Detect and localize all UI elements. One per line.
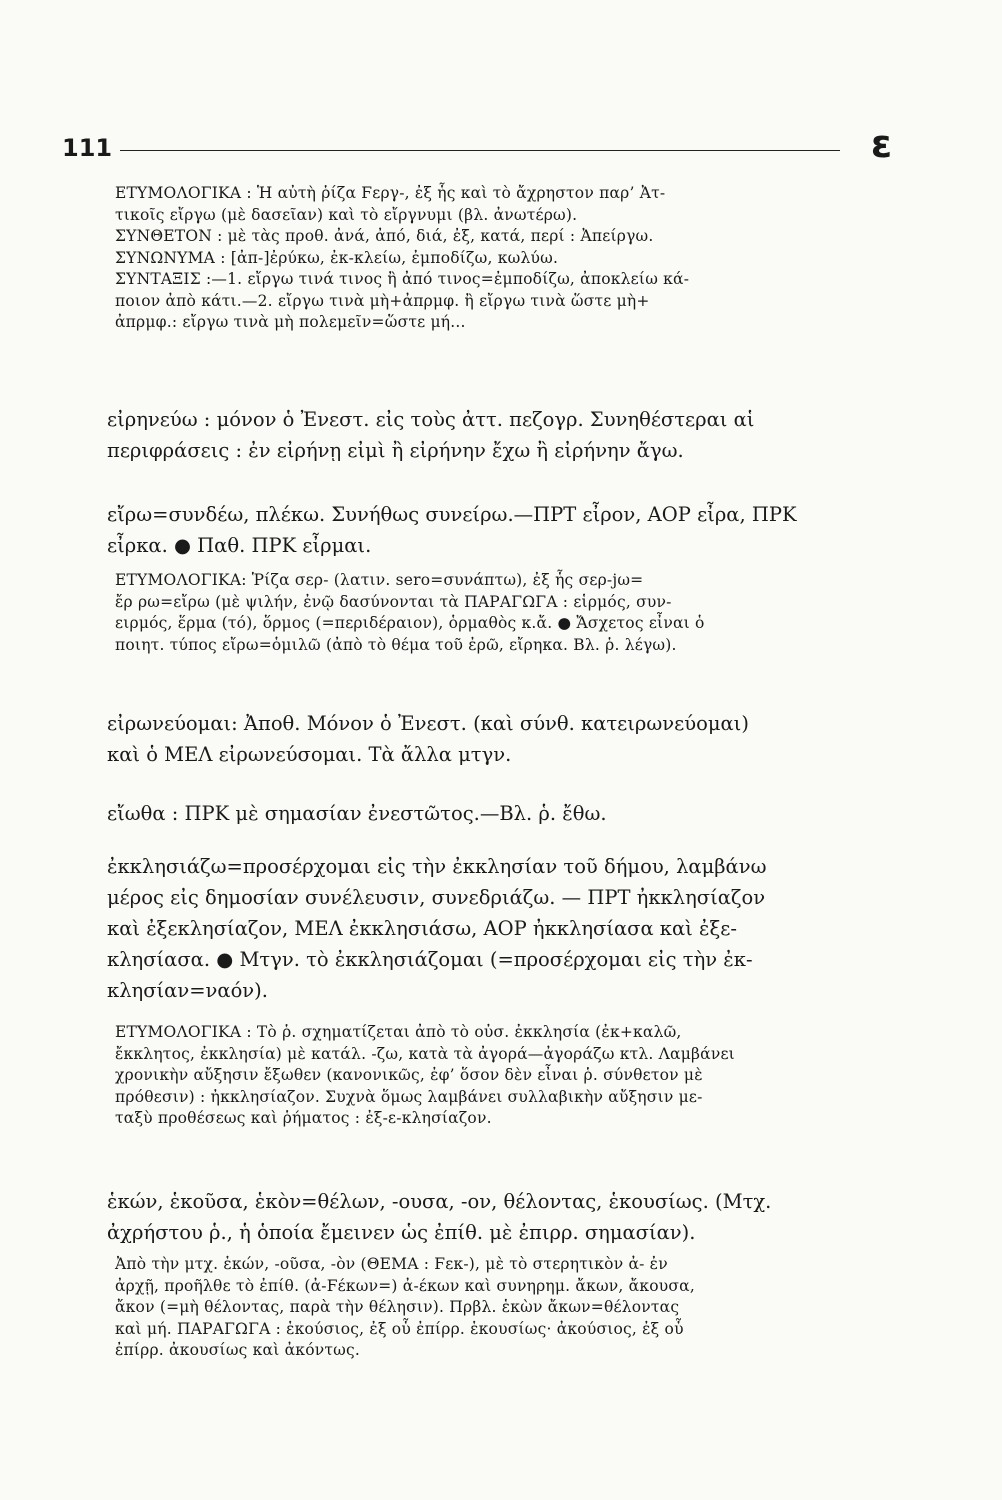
text-line: ΕΤΥΜΟΛΟΓΙΚΑ: Ῥίζα σερ- (λατιν. sero=συνάπτω), ἐξ ἧς σερ-ϳω= [115, 571, 644, 589]
text-line: ποιον ἀπὸ κάτι.—2. εἴργω τινὰ μὴ+ἀπρμφ. ἢ εἴργω τινὰ ὥστε μὴ+ [115, 291, 650, 310]
etymology-eiro [115, 570, 877, 656]
text-line: ἐπίρρ. ἀκουσίως καὶ ἀκόντως. [115, 1341, 360, 1359]
text-line: καὶ μή. ΠΑΡΑΓΩΓΑ : ἑκούσιος, ἐξ οὗ ἐπίρρ. ἑκουσίως· ἀκούσιος, ἐξ οὗ [115, 1319, 684, 1338]
text-line: ποιητ. τύπος εἴρω=ὁμιλῶ (ἀπὸ τὸ θέμα τοῦ ἐρῶ, εἴρηκα. Βλ. ῥ. λέγω). [115, 635, 677, 654]
etymology-ekklesiazo [115, 1022, 877, 1130]
text-line: ἔκκλητος, ἐκκλησία) μὲ κατάλ. -ζω, κατὰ τὰ ἀγορά—ἀγοράζω κτλ. Λαμβάνει [115, 1044, 735, 1063]
entry-eireneuo [107, 404, 877, 466]
text-line: ΕΤΥΜΟΛΟΓΙΚΑ : Τὸ ῥ. σχηματίζεται ἀπὸ τὸ οὐσ. ἐκκλησία (ἐκ+καλῶ, [115, 1023, 682, 1041]
text-line: ἐκκλησιάζω=προσέρχομαι εἰς τὴν ἐκκλησίαν τοῦ δήμου, λαμβάνω [107, 855, 767, 878]
text-line: εἴωθα : ΠΡΚ μὲ σημασίαν ἐνεστῶτος.—Βλ. ῥ. ἔθω. [107, 802, 607, 825]
text-line: καὶ ὁ ΜΕΛ εἰρωνεύσομαι. Τὰ ἄλλα μτγν. [107, 743, 512, 766]
text-line: κλησίαν=ναόν). [107, 979, 268, 1002]
text-line: περιφράσεις : ἐν εἰρήνῃ εἰμὶ ἢ εἰρήνην ἔχω ἢ εἰρήνην ἄγω. [107, 439, 684, 462]
text-line: χρονικὴν αὔξησιν ἔξωθεν (κανονικῶς, ἐφ’ ὅσον δὲν εἶναι ῥ. σύνθετον μὲ [115, 1066, 703, 1084]
page-number: 111 [62, 134, 113, 162]
text-line: εἴρω=συνδέω, πλέκω. Συνήθως συνείρω.—ΠΡΤ εἶρον, ΑΟΡ εἶρα, ΠΡΚ [107, 503, 797, 526]
text-line: πρόθεσιν) : ἠκκλησίαζον. Συχνὰ ὅμως λαμβάνει συλλαβικὴν αὔξησιν με- [115, 1087, 703, 1106]
text-line: ἀχρήστου ῥ., ἡ ὁποία ἔμεινεν ὡς ἐπίθ. μὲ ἐπιρρ. σημασίαν). [107, 1221, 696, 1244]
text-line: ΣΥΝΩΝΥΜΑ : [ἀπ-]ἐρύκω, ἐκ-κλείω, ἐμποδίζω, κωλύω. [115, 248, 559, 267]
entry-eiotha [107, 798, 877, 829]
text-line: ταξὺ προθέσεως καὶ ῥήματος : ἐξ-ε-κλησίαζον. [115, 1109, 492, 1127]
text-line: ἀρχῇ, προῆλθε τὸ ἐπίθ. (ἀ-Ϝέκων=) ἀ-έκων καὶ συνηρημ. ἄκων, ἄκουσα, [115, 1276, 695, 1295]
text-line: καὶ ἐξεκλησίαζον, ΜΕΛ ἐκκλησιάσω, ΑΟΡ ἠκκλησίασα καὶ ἐξε- [107, 917, 737, 940]
etymology-hekon [115, 1254, 877, 1362]
text-line: ἑκών, ἑκοῦσα, ἑκὸν=θέλων, -ουσα, -ον, θέλοντας, ἑκουσίως. (Μτχ. [107, 1190, 772, 1213]
text-line: ἔρ ρω=εἴρω (μὲ ψιλήν, ἐνῷ δασύνονται τὰ ΠΑΡΑΓΩΓΑ : εἱρμός, συν- [115, 592, 672, 611]
page-header [62, 122, 892, 168]
section-letter: ε [870, 122, 892, 166]
text-line: κλησίασα. ● Μτγν. τὸ ἐκκλησιάζομαι (=προσέρχομαι εἰς τὴν ἐκ- [107, 948, 753, 971]
text-line: εἰρηνεύω : μόνον ὁ Ἐνεστ. εἰς τοὺς ἀττ. πεζογρ. Συνηθέστεραι αἱ [107, 408, 755, 431]
etymology-eirgo [115, 183, 877, 334]
entry-hekon [107, 1186, 877, 1248]
text-line: Ἀπὸ τὴν μτχ. ἑκών, -οῦσα, -ὸν (ΘΕΜΑ : Ϝεκ-), μὲ τὸ στερητικὸν ἀ- ἐν [115, 1255, 668, 1273]
text-line: τικοῖς εἴργω (μὲ δασεῖαν) καὶ τὸ εἴργνυμι (βλ. ἀνωτέρω). [115, 205, 578, 224]
text-line: ειρμός, ἕρμα (τό), ὅρμος (=περιδέραιον), ὁρμαθὸς κ.ἄ. ● Ἄσχετος εἶναι ὁ [115, 614, 705, 632]
text-line: ἄκον (=μὴ θέλοντας, παρὰ τὴν θέλησιν). Πρβλ. ἑκὼν ἄκων=θέλοντας [115, 1298, 680, 1316]
header-rule [120, 150, 840, 151]
entry-eironeuomai [107, 708, 877, 770]
text-line: εἰρωνεύομαι: Ἀποθ. Μόνον ὁ Ἐνεστ. (καὶ σύνθ. κατειρωνεύομαι) [107, 712, 749, 735]
text-line: ΣΥΝΤΑΞΙΣ :—1. εἴργω τινά τινος ἢ ἀπό τινος=ἐμποδίζω, ἀποκλείω κά- [115, 270, 690, 288]
entry-ekklesiazo [107, 851, 877, 1006]
entry-eiro [107, 499, 877, 561]
text-line: ἀπρμφ.: εἴργω τινὰ μὴ πολεμεῖν=ὥστε μή... [115, 313, 466, 331]
text-line: εἶρκα. ● Παθ. ΠΡΚ εἶρμαι. [107, 534, 372, 557]
text-line: ΣΥΝΘΕΤΟΝ : μὲ τὰς προθ. ἀνά, ἀπό, διά, ἐξ, κατά, περί : Ἀπείργω. [115, 227, 654, 245]
text-line: μέρος εἰς δημοσίαν συνέλευσιν, συνεδριάζω. — ΠΡΤ ἠκκλησίαζον [107, 886, 766, 909]
text-line: ΕΤΥΜΟΛΟΓΙΚΑ : Ἡ αὐτὴ ῥίζα Ϝεργ-, ἐξ ἧς καὶ τὸ ἄχρηστον παρ’ Ἀτ- [115, 184, 666, 202]
